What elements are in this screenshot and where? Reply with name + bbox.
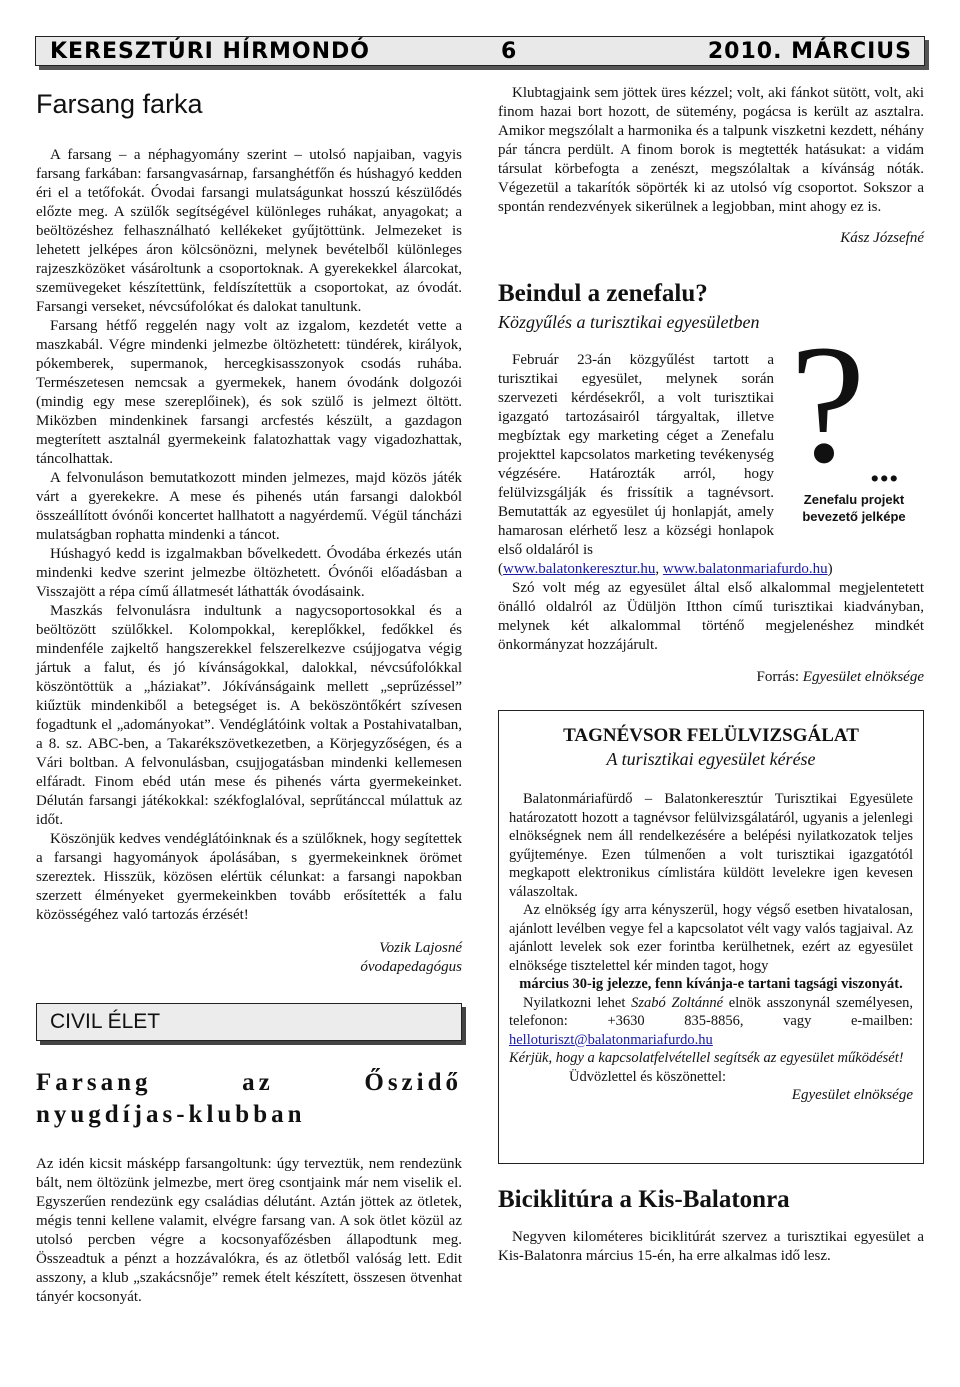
zenefalu-text: Február 23-án közgyűlést tartott a turisztikai egyesület, melynek során szervezeti kérdésekről, a volt turisztikai igazgató tartozásairól tárgyaltak, illetve megbíztak egy marketing céget a Zenefalu projekttel kapcsolatos marketing tevékenység végzésére. Határozták arról, hogy felülvizsgálják és frissítik a tagnévsort. Bemutatták az egyesület új honlapját, amely hamarosan elérhető lesz a községi honlapok első oldaláról is [498,352,774,558]
article-subtitle-zenefalu: Közgyűlés a turisztikai egyesületben [498,312,760,332]
page-header [35,36,925,66]
tagnevsor-signature: Egyesület elnöksége [791,1087,913,1103]
article-title-bicikli: Biciklitúra a Kis-Balatonra [498,1186,790,1213]
contact-mid: elnök asszonynál személyesen, telefonon: +3630 835-8856, vagy e-mailben: [509,994,914,1029]
farsang-paragraph: Húshagyó kedd is izgalmakban bővelkedett. Óvodába érkezés után mindenki kedve szerint jelmezbe öltözhetett. Óvónői előadásban a Visszajött a répa című állatmesét láthatták óvodásaink. [36,545,462,600]
bicikli-paragraph: Negyven kilométeres biciklitúrát szervez a turisztikai egyesület a Kis-Balatonra március 15-én, ha erre alkalmas idő lesz. [498,1229,924,1264]
tagnevsor-contact [509,994,913,1050]
tagnevsor-box [498,710,924,1164]
zenefalu-paragraph: Szó volt még az egyesület által első alkalommal megjelentetett önálló oldalról az Üdüljön Itthon című turisztikai kiadványban, melynek két alkalommal történő megjelenéshez mindkét önkormányzat hozzájárult. [498,580,924,653]
link-balatonmariafurdo[interactable]: www.balatonmariafurdo.hu [662,561,828,577]
tagnevsor-subtitle: A turisztikai egyesület kérése [606,749,816,769]
contact-start: Nyilatkozni lehet [523,994,632,1011]
farsang-paragraph: Köszönjük kedves vendéglátóinknak és a szülőknek, hogy segítettek a farsangi hagyományok ápolásában, s gyermekeinknek örömet szereztek. Hisszük, közösen elértük célunkat: a farsangi napokban szerzett élményeket gyermekeinkben tovább erősítették a falu közösségéhez való tartozás érzését! [36,830,462,923]
farsang-paragraph: A farsang – a néphagyomány szerint – utolsó napjaiban, vagyis farsang farkában: farsangvasárnap, farsanghétfőn és húshagyó kedden éri el a tetőfokát. Óvodai farsangi mulatságunkat hosszú készülődés előzte meg. A szülők segítségével különleges ruhákat, anyagokat; a beöltözéshez felhasználható kellékeket gyűjtöttünk. Jelmezeket is lehetett jelképes áron kölcsönözni, melynek bevételből különleges rajzeszközöket vásároltunk a csoportoknak. A gyerekekkel álarcokat, szemüvegeket készítettünk, feldíszítettük a csoportokat, az óvodát. Farsangi verseket, névcsúfolókat és dalokat tanultunk. [36,146,462,315]
contact-name: Szabó Zoltánné [631,994,724,1011]
deadline-end: . [899,976,903,992]
right-column [498,84,924,1266]
civil-author: Kász Józsefné [840,230,924,246]
farsang-author-name: Vozik Lajosné [379,939,462,956]
question-mark-icon: ? [790,310,866,498]
farsang-author-role: óvodapedagógus [360,958,462,975]
tagnevsor-request: Kérjük, hogy a kapcsolatfelvétellel segítsék az egyesület működését! [509,1050,904,1066]
article-title-civil: Farsang az Őszidő nyugdíjas-klubban [36,1068,462,1128]
paren-close: ) [827,561,833,577]
article-title-zenefalu: Beindul a zenefalu? [498,280,708,307]
left-column [36,84,462,1307]
zenefalu-links [498,560,924,579]
link-separator: , [655,561,663,577]
farsang-paragraph: Maszkás felvonulásra indultunk a nagycsoportosokkal és a beöltözött szülőkkel. Kolompokkal, kereplőkkel, fedőkkel és mindenféle zajkeltő hangszerekkel felszerelkezve csújjogatva végig jártuk a falut, és jó kívánságokkal, dalokkal, névcsúfolókkal köszöntöttük a „háziakat”. Jókívánságaink mellett „seprűzéssel” kiűztük mindenkiből a betegséget is. A beköszöntőkért szívesen fogadtunk el „adományokat”. Vendéglátóink voltak a Postahivatalban, a 8. sz. ABC-ben, a Takarékszövetkezetben, a Körjegyzőségen, és a Vári boltban. A felvonulásban, csujjogatásban mindenki kellemesen elfáradt. Finom ebéd után mese és pihenés várta gyermekeinket. Délután farsangi játékokkal: székfoglalóval, seprűtánccal múlattuk az időt. [36,602,462,828]
image-caption: Zenefalu projekt bevezető jelképe [802,492,906,524]
farsang-paragraph: A felvonuláson bemutatkozott minden jelmezes, majd közös játék várt a gyerekekre. A mese és pihenés után farsangi dalokból összeállított óvónői koncertet hallhatott a nagyérdemű. Végül táncházi mulatságban rophatta mindenki a táncot. [36,469,462,543]
civil-paragraph: Az idén kicsit másképp farsangoltunk: úgy terveztük, nem rendezünk bált, nem öltözünk jelmezbe, mert öreg csontjaink már nem viselik el. Egyszerűen rendezünk egy családias délutánt. Aztán jöttek az ötletek, mégis tenni kellene valamit, elvégre farsang van. A sok ötlet közül az utolsó percben végre a kocsonyafőzésben állapodtunk meg. Összeadtuk a pénzt a hozzávalókra, és az ötletből valóság lett. Edit asszony, a klub „szakácsnője” remek ételt készített, összesen ötvenhat tányér kocsonyát. [36,1155,462,1305]
issue-date: 2010. MÁRCIUS [707,39,912,64]
link-balatonkeresztur[interactable]: www.balatonkeresztur.hu [503,561,656,577]
email-link[interactable]: helloturiszt@balatonmariafurdo.hu [509,1031,713,1048]
farsang-paragraph: Farsang hétfő reggelén nagy volt az izgalom, kezdetét vette a maszkabál. Végre mindenki jelmezbe öltözhetett: tündérek, királyok, pókemberek, supermanok, hercegkisasszonyok csodás ruhába. Természetesen nemcsak a gyermekek, hanem óvodánk dolgozói (mindig egy mese szereplőinek), és sok szülő is jelmezt öltött. Miközben mindenkinek farsangi arcfestés készült, a gazdagon megterített asztalnál gyermekeink falatozhattak vagy vigadozhattak, táncolhattak. [36,317,462,467]
newspaper-title: KERESZTÚRI HÍRMONDÓ [50,39,371,64]
dots-icon: ... [870,448,899,490]
paren-open: ( [498,561,503,577]
tagnevsor-title: TAGNÉVSOR FELÜLVIZSGÁLAT [563,725,859,746]
tagnevsor-deadline [509,975,913,994]
tagnevsor-paragraph: Balatonmáriafürdő – Balatonkeresztúr Turisztikai Egyesülete határozatott hozott a tagnévsor felülvizsgálatáról, ugyanis a jelenlegi elnökségnek nem áll rendelkezésére a belépési nyilatkozatok teljes gyűjteménye. Ezen túlmenően a volt turisztikai igazgatótól megkapott elektronikus címlistára küldött levelekre igen kevesen válaszoltak. [509,791,913,900]
source-value: Egyesület elnöksége [802,669,924,685]
page-number: 6 [501,39,518,64]
tagnevsor-paragraph: Az elnökség így arra kényszerül, hogy végső esetben hivatalosan, ajánlott levélben vegye fel a kapcsolatot vélt vagy valós tagjaival. Az ajánlott levelek sok ezer forintba kerülhetnek, ezért az egyesület elnöksége tisztelettel kér minden tagot, hogy [509,902,913,974]
zenefalu-source [498,669,924,686]
tagnevsor-greeting: Üdvözlettel és köszönettel: [569,1068,727,1085]
civil-continuation: Klubtagjaink sem jöttek üres kézzel; volt, aki fánkot sütött, volt, aki finom hazai bort hozott, de sütemény, pogácsa is került az asztalra. Amikor megszólalt a harmonika és a talpunk viszketni kezdett, néhány pár táncra perdült. A finom borok is megtették hatásukat: a vidám társulat körbefogta a zenészt, megszólaltak a kívánság nóták. Végezetül a takarítók söpörték ki az utolsó víg csoportot. Sokszor a spontán rendezvények sikerülnek a legjobban, mint ahogy ez is. [498,85,924,215]
section-box-civil [36,1003,462,1041]
article-title-farsang: Farsang farka [36,89,203,119]
deadline-text: március 30-ig jelezze, fenn kívánja-e tartani tagsági viszonyát [519,976,900,992]
zenefalu-logo-image [784,310,924,531]
source-label: Forrás: [756,669,803,685]
section-label: CIVIL ÉLET [50,1009,161,1033]
